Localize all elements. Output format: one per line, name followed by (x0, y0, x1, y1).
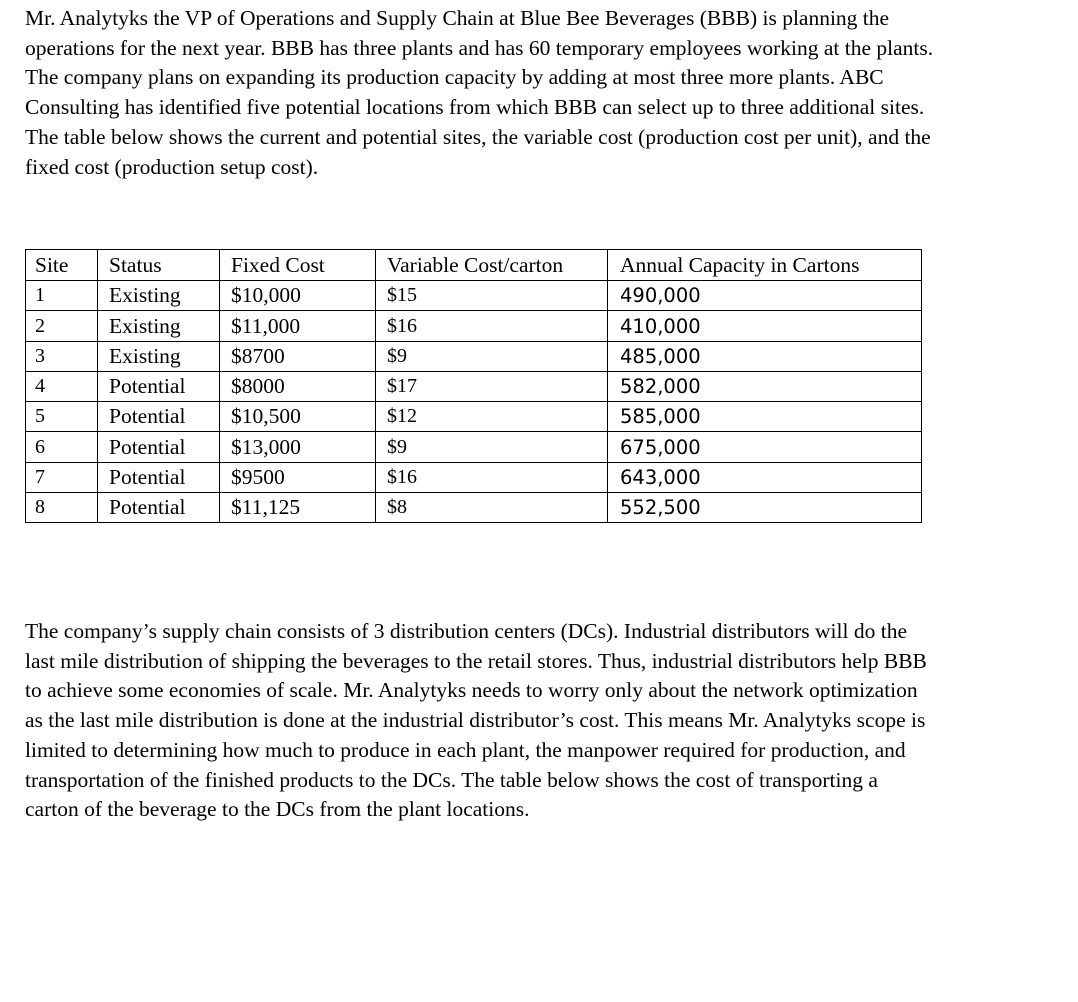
cell-fixed-cost: $10,500 (220, 402, 376, 432)
cell-variable-cost: $17 (376, 371, 608, 401)
header-annual-capacity: Annual Capacity in Cartons (608, 250, 922, 281)
cell-site: 7 (26, 462, 98, 492)
cell-site: 1 (26, 281, 98, 311)
cell-capacity: 485,000 (608, 341, 922, 371)
table-header-row (26, 250, 922, 281)
supply-chain-line: carton of the beverage to the DCs from the plant locations. (25, 797, 530, 822)
intro-line: fixed cost (production setup cost). (25, 154, 319, 179)
header-site: Site (26, 250, 98, 281)
cell-fixed-cost: $11,125 (220, 493, 376, 523)
cell-capacity: 552,500 (608, 493, 922, 523)
cell-capacity: 643,000 (608, 462, 922, 492)
cell-variable-cost: $16 (376, 462, 608, 492)
cell-capacity: 410,000 (608, 311, 922, 341)
intro-line: Mr. Analytyks the VP of Operations and Supply Chain at Blue Bee Beverages (BBB) is planning the (25, 6, 890, 30)
cell-capacity: 582,000 (608, 371, 922, 401)
cell-site: 5 (26, 402, 98, 432)
intro-line: operations for the next year. BBB has three plants and has 60 temporary employees working at the plants. (25, 35, 934, 60)
cell-variable-cost: $16 (376, 311, 608, 341)
supply-chain-paragraph (25, 617, 927, 825)
supply-chain-line: to achieve some economies of scale. Mr. Analytyks needs to worry only about the network optimization (25, 678, 918, 703)
intro-line: The table below shows the current and potential sites, the variable cost (production cost per unit), and the (25, 124, 931, 149)
cell-capacity: 490,000 (608, 281, 922, 311)
cell-fixed-cost: $10,000 (220, 281, 376, 311)
cell-fixed-cost: $9500 (220, 462, 376, 492)
cell-status: Potential (98, 493, 220, 523)
header-fixed-cost: Fixed Cost (220, 250, 376, 281)
cell-status: Potential (98, 462, 220, 492)
cell-site: 4 (26, 371, 98, 401)
cell-status: Existing (98, 311, 220, 341)
cell-fixed-cost: $8000 (220, 371, 376, 401)
cell-status: Potential (98, 371, 220, 401)
site-cost-table (25, 249, 922, 523)
table-row (26, 371, 922, 401)
cell-site: 6 (26, 432, 98, 462)
table-row (26, 402, 922, 432)
header-status: Status (98, 250, 220, 281)
cell-status: Potential (98, 432, 220, 462)
cell-variable-cost: $15 (376, 281, 608, 311)
intro-line: The company plans on expanding its production capacity by adding at most three more plants. ABC (25, 65, 884, 90)
cell-status: Existing (98, 341, 220, 371)
intro-paragraph (25, 4, 933, 182)
cell-variable-cost: $8 (376, 493, 608, 523)
supply-chain-line: transportation of the finished products to the DCs. The table below shows the cost of transporting a (25, 767, 878, 792)
cell-variable-cost: $9 (376, 432, 608, 462)
cell-site: 2 (26, 311, 98, 341)
table-row (26, 432, 922, 462)
cell-fixed-cost: $11,000 (220, 311, 376, 341)
cell-site: 3 (26, 341, 98, 371)
cell-fixed-cost: $8700 (220, 341, 376, 371)
table-row (26, 462, 922, 492)
cell-fixed-cost: $13,000 (220, 432, 376, 462)
cell-site: 8 (26, 493, 98, 523)
supply-chain-line: as the last mile distribution is done at the industrial distributor’s cost. This means Mr. Analytyks scope is (25, 708, 926, 733)
supply-chain-line: The company’s supply chain consists of 3 distribution centers (DCs). Industrial distributors will do the (25, 619, 907, 643)
table-row (26, 341, 922, 371)
cell-variable-cost: $12 (376, 402, 608, 432)
supply-chain-line: limited to determining how much to produce in each plant, the manpower required for production, and (25, 737, 906, 762)
supply-chain-line: last mile distribution of shipping the beverages to the retail stores. Thus, industrial distributors help BBB (25, 648, 927, 673)
cell-capacity: 675,000 (608, 432, 922, 462)
header-variable-cost: Variable Cost/carton (376, 250, 608, 281)
cell-variable-cost: $9 (376, 341, 608, 371)
table-row (26, 281, 922, 311)
intro-line: Consulting has identified five potential locations from which BBB can select up to three additional sites. (25, 95, 925, 120)
table-row (26, 311, 922, 341)
cell-status: Existing (98, 281, 220, 311)
cell-status: Potential (98, 402, 220, 432)
table-row (26, 493, 922, 523)
cell-capacity: 585,000 (608, 402, 922, 432)
